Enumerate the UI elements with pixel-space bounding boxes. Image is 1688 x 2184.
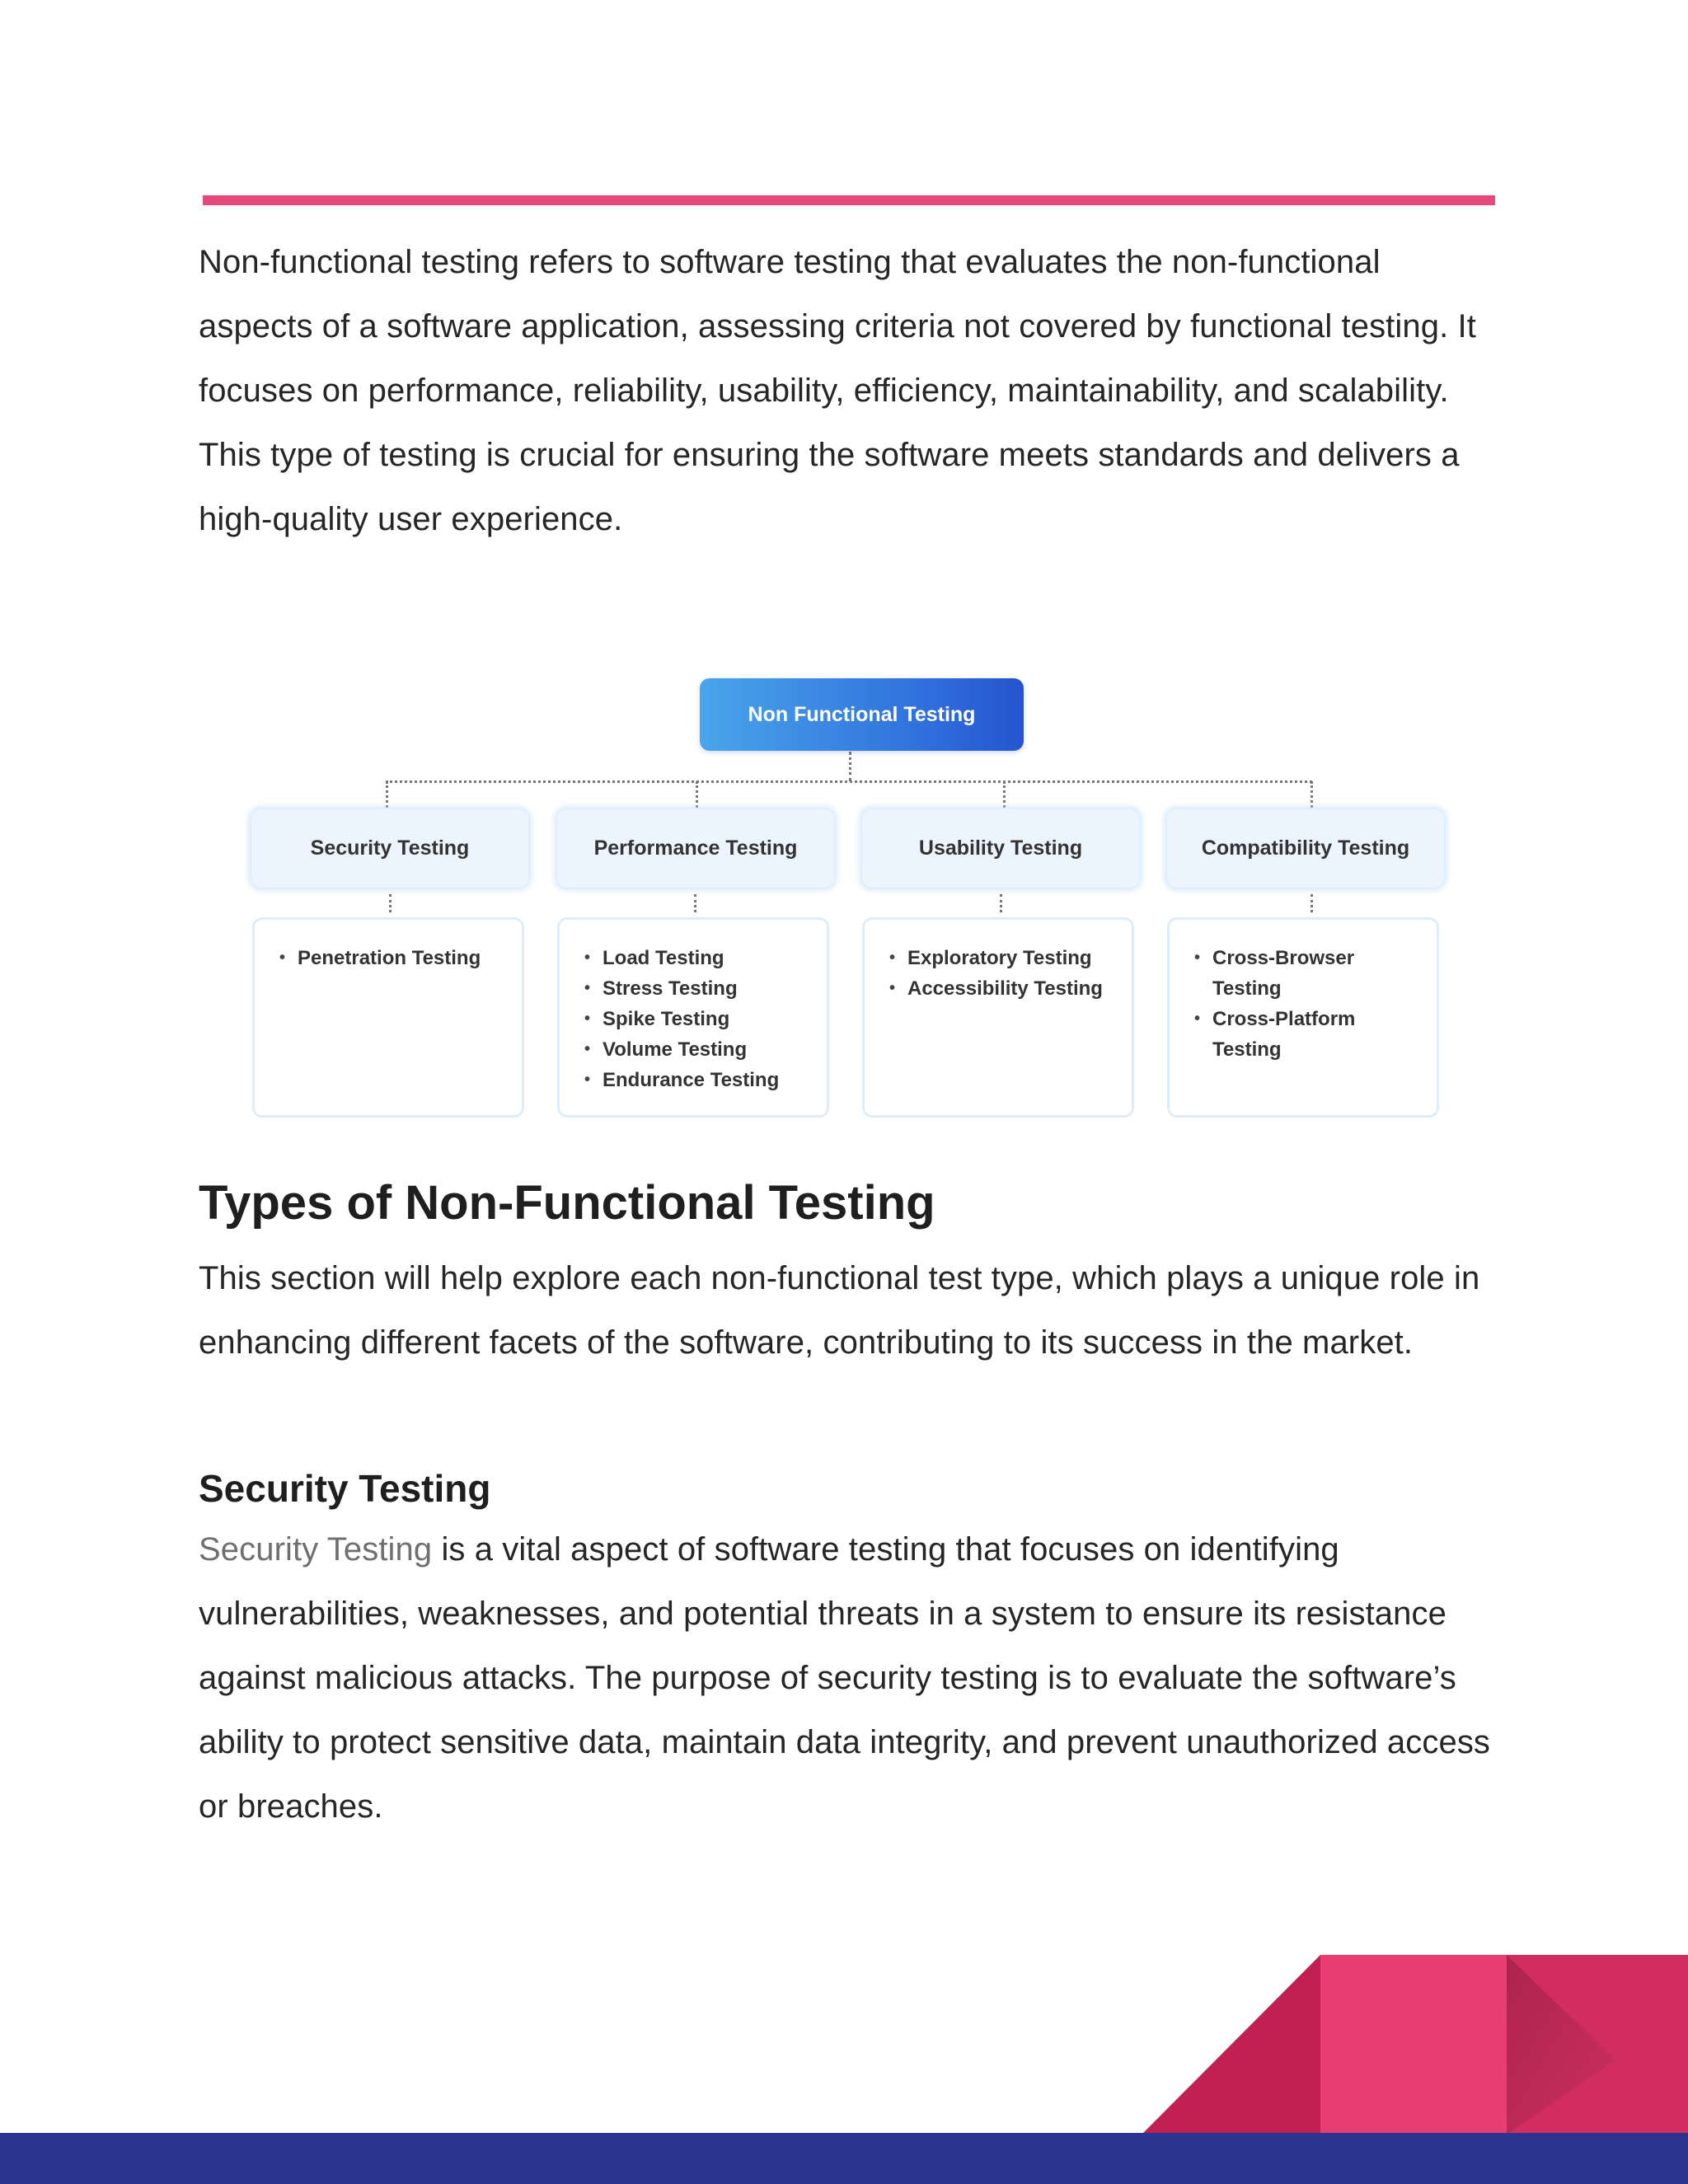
list-item: • Cross-Browser Testing: [1194, 943, 1387, 1004]
list-item: • Volume Testing: [584, 1034, 807, 1065]
list-item: • Cross-Platform Testing: [1194, 1004, 1387, 1065]
category-security-testing: Security Testing: [251, 809, 528, 888]
types-section-heading: Types of Non-Functional Testing: [199, 1176, 935, 1230]
security-section-heading: Security Testing: [199, 1467, 491, 1510]
list-item: • Penetration Testing: [279, 943, 502, 973]
list-item: • Spike Testing: [584, 1004, 807, 1034]
footer-bar: [0, 2133, 1688, 2184]
security-testing-link[interactable]: Security Testing: [199, 1531, 433, 1568]
category-performance-testing: Performance Testing: [557, 809, 834, 888]
diagram-root-node: Non Functional Testing: [700, 678, 1024, 751]
decor-triangle: [1142, 1955, 1320, 2135]
decor-square: [1320, 1955, 1507, 2135]
security-section-text: is a vital aspect of software testing that focuses on identifying vulnerabilities, weaknesses, and potential threats in a system to ensure its resistance against malicious attacks. The purpose of security testing is to evaluate the software’s ability to protect sensitive data, maintain data integrity, and prevent unauthorized access or breaches.: [199, 1531, 1491, 1825]
list-item: • Accessibility Testing: [889, 973, 1112, 1004]
types-section-paragraph: This section will help explore each non-functional test type, which plays a unique role in enhancing different facets of the software, contributing to its success in the market.: [199, 1260, 1480, 1361]
list-item: • Endurance Testing: [584, 1065, 807, 1095]
list-item: • Stress Testing: [584, 973, 807, 1004]
list-item: • Load Testing: [584, 943, 807, 973]
category-compatibility-testing: Compatibility Testing: [1167, 809, 1444, 888]
intro-paragraph: Non-functional testing refers to software testing that evaluates the non-functional aspects of a software application, assessing criteria not covered by functional testing. It focuses on performance, reliability, usability, efficiency, maintainability, and scalability. This type of testing is crucial for ensuring the software meets standards and delivers a high-quality user experience.: [199, 244, 1476, 537]
list-item: • Exploratory Testing: [889, 943, 1112, 973]
category-usability-testing: Usability Testing: [862, 809, 1139, 888]
